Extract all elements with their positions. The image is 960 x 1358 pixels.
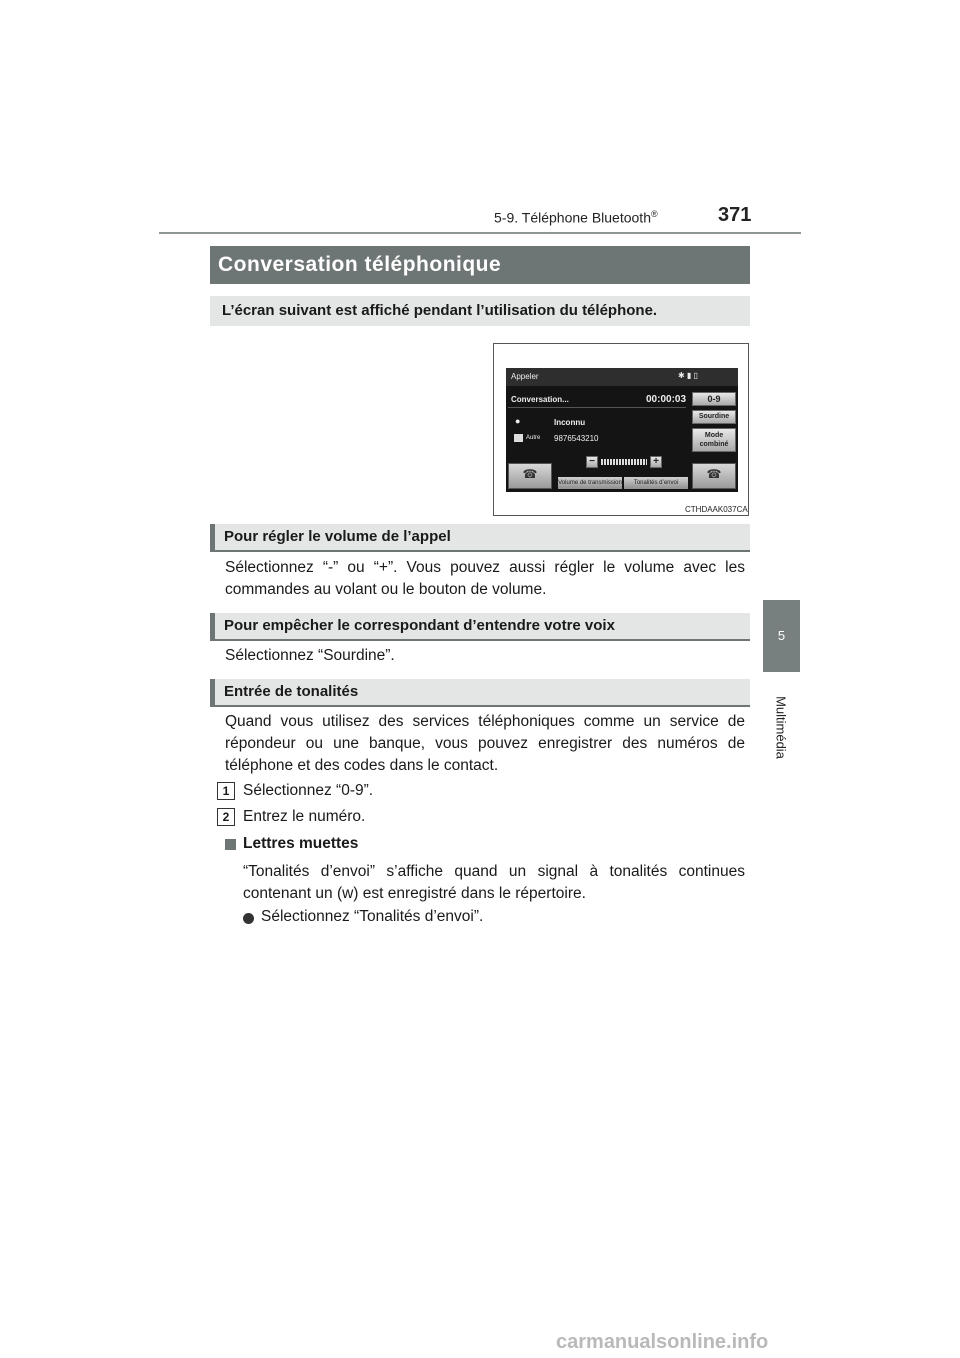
mute-button[interactable]: Sourdine	[692, 410, 736, 424]
section-text-mute: Sélectionnez “Sourdine”.	[225, 647, 395, 664]
status-icons: ✱ ▮ ▯	[678, 371, 698, 380]
square-bullet-icon	[225, 839, 236, 850]
screen-figure	[493, 343, 749, 516]
contact-name: Inconnu	[554, 418, 586, 427]
section-text-tones: Quand vous utilisez des services téléphoniques comme un service de répondeur ou une banque, vous pouvez enregistrer des numéros de téléphone et des codes dans le contact.	[225, 713, 745, 774]
tab-transmit-volume[interactable]: Volume de transmission	[558, 477, 622, 489]
call-status: Conversation...	[511, 395, 569, 404]
keypad-button[interactable]: 0-9	[692, 392, 736, 406]
section-text-volume: Sélectionnez “-” ou “+”. Vous pouvez aussi régler le volume avec les commandes au volant ou le bouton de volume.	[225, 559, 745, 598]
header-rule	[159, 232, 801, 234]
step-text: Entrez le numéro.	[243, 808, 366, 825]
subsection-heading: Lettres muettes	[243, 835, 359, 852]
section-title: 5-9. Téléphone Bluetooth®	[494, 209, 658, 226]
intro-box: L’écran suivant est affiché pendant l’utilisation du téléphone.	[210, 296, 750, 326]
contact-type-icon	[514, 434, 523, 442]
person-icon: ●	[515, 416, 521, 426]
volume-plus-button[interactable]: +	[650, 456, 662, 468]
handset-mode-button[interactable]: Mode combiné	[692, 428, 736, 452]
tab-send-tones[interactable]: Tonalités d’envoi	[624, 477, 688, 489]
step-text: Sélectionnez “0-9”.	[243, 782, 374, 799]
page-title: Conversation téléphonique	[210, 246, 750, 284]
phone-icon[interactable]: ☎	[508, 463, 552, 489]
round-bullet-icon	[243, 913, 254, 924]
section-heading-volume: Pour régler le volume de l’appel	[210, 524, 750, 552]
volume-minus-button[interactable]: −	[586, 456, 598, 468]
bullet-text: Sélectionnez “Tonalités d’envoi”.	[261, 908, 484, 925]
step-number: 2	[217, 808, 235, 826]
chapter-label: Multimédia	[773, 696, 789, 759]
figure-code: CTHDAAK037CA	[685, 505, 748, 514]
phone-hangup-icon[interactable]: ☎	[692, 463, 736, 489]
volume-bar[interactable]	[601, 459, 647, 465]
screen-title: Appeler	[511, 372, 539, 381]
step-number: 1	[217, 782, 235, 800]
subsection-text: “Tonalités d’envoi” s’affiche quand un signal à tonalités continues contenant un (w) est enregistré dans le répertoire.	[243, 863, 745, 902]
screen-topbar	[506, 368, 738, 386]
watermark: carmanualsonline.info	[556, 1331, 769, 1353]
contact-type: Autre	[526, 435, 541, 441]
phone-screen	[506, 368, 738, 492]
chapter-tab: 5	[763, 600, 800, 672]
section-heading-mute: Pour empêcher le correspondant d’entendre votre voix	[210, 613, 750, 641]
page-number: 371	[718, 204, 752, 226]
phone-number: 9876543210	[554, 434, 599, 443]
section-heading-tones: Entrée de tonalités	[210, 679, 750, 707]
call-timer: 00:00:03	[646, 394, 687, 405]
